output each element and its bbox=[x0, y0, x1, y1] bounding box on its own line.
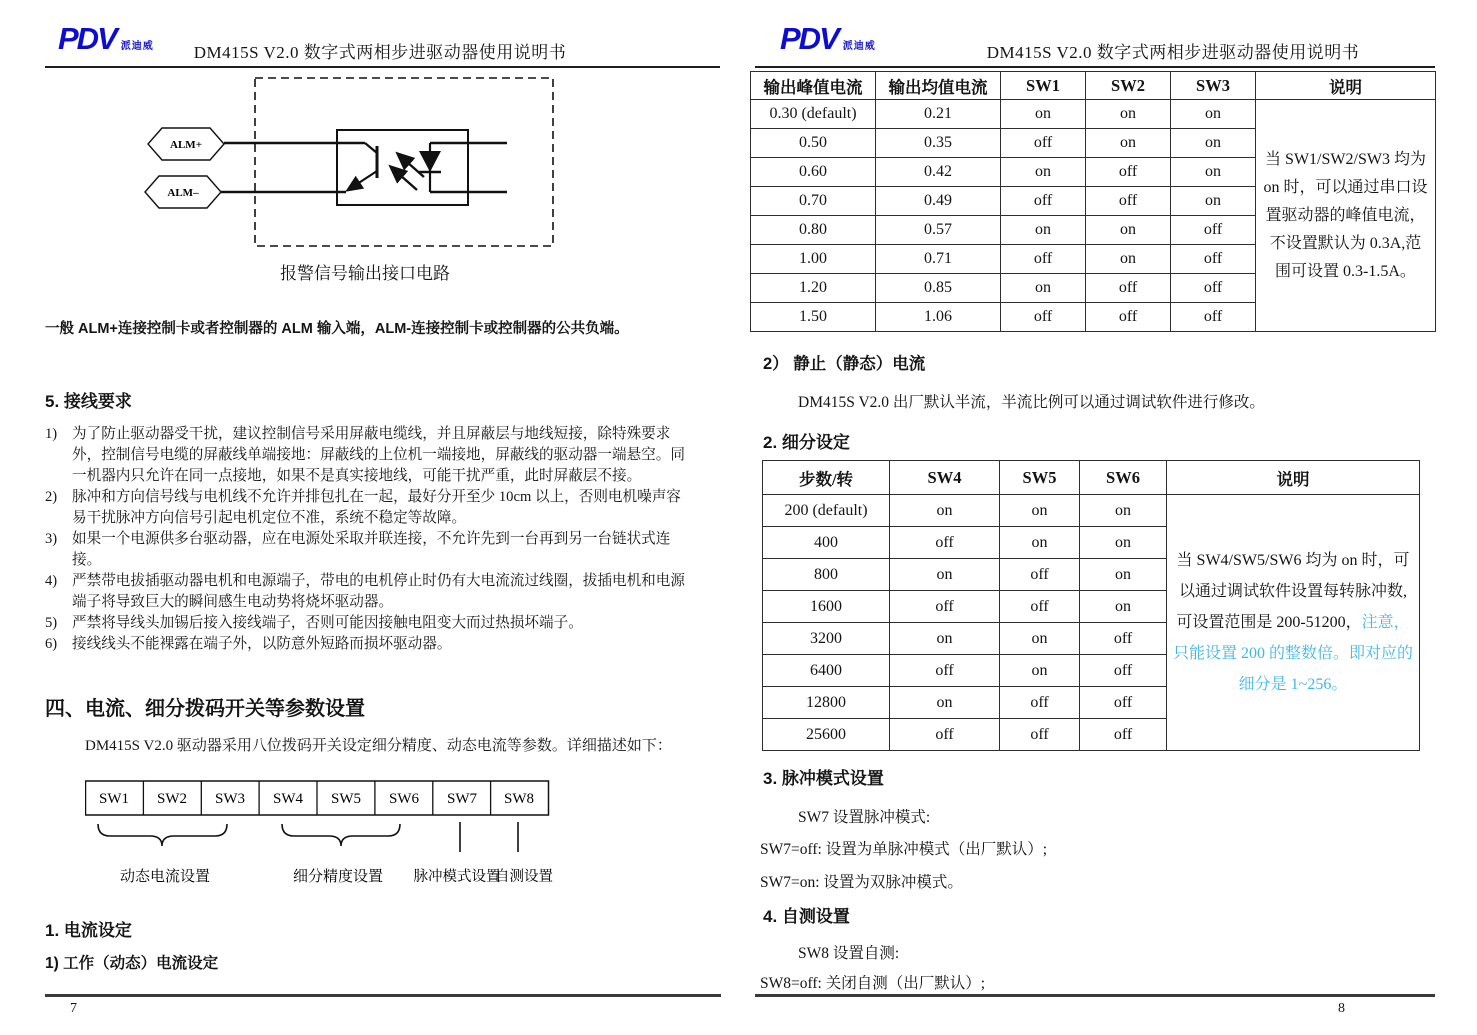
footer-rule bbox=[45, 994, 721, 997]
note-text-highlight: 注意，只能设置 200 的整数倍。即对应的细分是 1~256。 bbox=[1173, 614, 1414, 693]
table-cell: 0.50 bbox=[751, 129, 876, 158]
item-text: 严禁将导线头加锡后接入接线端子，否则可能因接触电阻变大而过热损坏端子。 bbox=[72, 615, 583, 631]
note-text: 当 SW4/SW5/SW6 均为 on 时，可以通过调试软件设置每转脉冲数,可设置范围是 200-51200， bbox=[1176, 552, 1410, 631]
page-number: 8 bbox=[1338, 1001, 1345, 1016]
pulse-mode-line3: SW7=on: 设置为双脉冲模式。 bbox=[760, 874, 963, 891]
alm-minus-label: ALM– bbox=[167, 187, 199, 199]
requirement-item bbox=[45, 634, 695, 655]
page-number: 7 bbox=[70, 1001, 77, 1016]
table-cell: 0.71 bbox=[876, 245, 1001, 274]
table-cell: 6400 bbox=[763, 655, 890, 687]
table-cell: off bbox=[1080, 623, 1167, 655]
alm-connection-note: 一般 ALM+连接控制卡或者控制器的 ALM 输入端，ALM-连接控制卡或控制器的公共负端。 bbox=[45, 321, 629, 337]
table-cell: 25600 bbox=[763, 719, 890, 751]
table-cell: 0.35 bbox=[876, 129, 1001, 158]
static-current-title: 2） 静止（静态）电流 bbox=[763, 355, 926, 373]
table-cell: on bbox=[1171, 100, 1256, 129]
table-cell: off bbox=[1000, 687, 1080, 719]
dip-cell-sw4: SW4 bbox=[273, 791, 303, 807]
microstep-table bbox=[762, 460, 1420, 751]
table-cell: 0.30 (default) bbox=[751, 100, 876, 129]
footer-rule bbox=[755, 994, 1435, 997]
item-marker: 6) bbox=[45, 636, 58, 652]
pulse-mode-line2: SW7=off: 设置为单脉冲模式（出厂默认）; bbox=[760, 841, 1048, 858]
table-cell: off bbox=[1171, 274, 1256, 303]
dip-switch-diagram bbox=[85, 772, 565, 894]
column-header: 输出均值电流 bbox=[876, 72, 1001, 100]
table-row bbox=[751, 100, 1436, 129]
page-header-title: DM415S V2.0 数字式两相步进驱动器使用说明书 bbox=[986, 43, 1360, 62]
table-cell: on bbox=[890, 687, 1000, 719]
table-cell: on bbox=[1086, 100, 1171, 129]
column-header: SW5 bbox=[1000, 461, 1080, 495]
table-cell: on bbox=[1000, 623, 1080, 655]
table-cell: 0.21 bbox=[876, 100, 1001, 129]
table-cell: on bbox=[890, 559, 1000, 591]
table-cell: off bbox=[1171, 216, 1256, 245]
self-test-line2: SW8=off: 关闭自测（出厂默认）; bbox=[760, 975, 986, 992]
group-label-microstep: 细分精度设置 bbox=[292, 869, 384, 885]
table-cell: on bbox=[890, 495, 1000, 527]
optocoupler-box bbox=[337, 130, 468, 205]
group-label-dynamic-current: 动态电流设置 bbox=[119, 869, 211, 885]
group-label-self-test: 自测设置 bbox=[495, 869, 553, 885]
page-8 bbox=[738, 0, 1477, 1035]
table-cell: 1.00 bbox=[751, 245, 876, 274]
table-cell: on bbox=[1001, 216, 1086, 245]
table-cell: 1.50 bbox=[751, 303, 876, 332]
pdv-logo-text: PDV bbox=[780, 21, 838, 56]
table-cell: off bbox=[890, 655, 1000, 687]
table-cell: on bbox=[1080, 495, 1167, 527]
page-7 bbox=[0, 0, 738, 1035]
pdv-logo-subtext: 派迪威 bbox=[842, 41, 876, 52]
dip-cell-sw8: SW8 bbox=[504, 791, 534, 807]
pulse-mode-title: 3. 脉冲模式设置 bbox=[763, 769, 884, 788]
column-header: SW4 bbox=[890, 461, 1000, 495]
table-cell: 3200 bbox=[763, 623, 890, 655]
item-text: 为了防止驱动器受干扰，建议控制信号采用屏蔽电缆线，并且屏蔽层与地线短接，除特殊要求外，控制信号电缆的屏蔽线单端接地：屏蔽线的上位机一端接地，屏蔽线的驱动器一端悬空。同一机器内只允许在同一点接地，如果不是真实接地线，可能干扰严重，此时屏蔽层不接。 bbox=[72, 426, 685, 484]
alarm-circuit-diagram bbox=[140, 74, 560, 254]
table-cell: on bbox=[1080, 591, 1167, 623]
table-cell: on bbox=[1001, 274, 1086, 303]
table-cell: 200 (default) bbox=[763, 495, 890, 527]
item-marker: 4) bbox=[45, 573, 58, 589]
table-cell: 400 bbox=[763, 527, 890, 559]
table-cell: on bbox=[1086, 129, 1171, 158]
table-cell: off bbox=[1001, 129, 1086, 158]
table-cell: 0.49 bbox=[876, 187, 1001, 216]
column-header: SW1 bbox=[1001, 72, 1086, 100]
table-cell: 0.57 bbox=[876, 216, 1001, 245]
table-cell: off bbox=[1171, 303, 1256, 332]
column-header: 步数/转 bbox=[763, 461, 890, 495]
table-cell: off bbox=[1001, 303, 1086, 332]
table-cell: on bbox=[1000, 527, 1080, 559]
header-rule bbox=[755, 66, 1435, 68]
dip-cell-sw2: SW2 bbox=[157, 791, 187, 807]
item-marker: 3) bbox=[45, 531, 58, 547]
dip-cell-sw6: SW6 bbox=[389, 791, 419, 807]
brace-current-group bbox=[98, 824, 227, 846]
self-test-line1: SW8 设置自测: bbox=[798, 945, 900, 962]
table-cell: 1600 bbox=[763, 591, 890, 623]
page-header-title: DM415S V2.0 数字式两相步进驱动器使用说明书 bbox=[193, 43, 567, 62]
table-cell: 0.80 bbox=[751, 216, 876, 245]
table-cell: 0.85 bbox=[876, 274, 1001, 303]
table-cell: on bbox=[1080, 527, 1167, 559]
table-cell: on bbox=[1080, 559, 1167, 591]
table-cell: on bbox=[1086, 245, 1171, 274]
column-header: 输出峰值电流 bbox=[751, 72, 876, 100]
table-cell: off bbox=[890, 719, 1000, 751]
sub1-1-title: 1) 工作（动态）电流设定 bbox=[45, 955, 219, 972]
table-cell: off bbox=[1000, 719, 1080, 751]
table-cell: off bbox=[1001, 187, 1086, 216]
table-cell: off bbox=[1080, 655, 1167, 687]
table-cell: 1.20 bbox=[751, 274, 876, 303]
group-label-pulse-mode: 脉冲模式设置 bbox=[413, 869, 501, 885]
column-header: SW6 bbox=[1080, 461, 1167, 495]
table-cell: on bbox=[1001, 158, 1086, 187]
note-text: 当 SW1/SW2/SW3 均为 on 时，可以通过串口设置驱动器的峰值电流，不设置默认为 0.3A,范围可设置 0.3-1.5A。 bbox=[1263, 150, 1428, 280]
table-cell: 1.06 bbox=[876, 303, 1001, 332]
table-cell: off bbox=[1086, 303, 1171, 332]
pdv-logo bbox=[780, 21, 876, 56]
table-cell: on bbox=[1171, 187, 1256, 216]
item-text: 脉冲和方向信号线与电机线不允许并排包扎在一起，最好分开至少 10cm 以上，否则电机噪声容易干扰脉冲方向信号引起电机定位不准，系统不稳定等故障。 bbox=[72, 489, 681, 526]
self-test-title: 4. 自测设置 bbox=[763, 907, 850, 926]
table-cell: off bbox=[1000, 591, 1080, 623]
table-header-row bbox=[763, 461, 1420, 495]
item-marker: 2) bbox=[45, 489, 58, 505]
sub1-title: 1. 电流设定 bbox=[45, 921, 132, 940]
alm-plus-label: ALM+ bbox=[170, 139, 202, 151]
table-cell: 800 bbox=[763, 559, 890, 591]
table-note-cell bbox=[1167, 495, 1420, 751]
table-cell: off bbox=[1086, 274, 1171, 303]
item-text: 接线线头不能裸露在端子外，以防意外短路而损坏驱动器。 bbox=[72, 636, 452, 652]
microstep-section-title: 2. 细分设定 bbox=[763, 433, 850, 452]
requirement-item bbox=[45, 487, 695, 529]
table-cell: 0.60 bbox=[751, 158, 876, 187]
table-cell: on bbox=[1000, 655, 1080, 687]
dip-cell-sw1: SW1 bbox=[99, 791, 129, 807]
table-row bbox=[763, 495, 1420, 527]
brace-microstep-group bbox=[282, 824, 400, 846]
wiring-requirements-list bbox=[45, 424, 695, 655]
table-cell: off bbox=[1086, 158, 1171, 187]
section-4-title: 四、电流、细分拨码开关等参数设置 bbox=[45, 698, 365, 720]
table-cell: off bbox=[890, 527, 1000, 559]
table-cell: off bbox=[1171, 245, 1256, 274]
table-cell: off bbox=[890, 591, 1000, 623]
table-cell: on bbox=[1171, 129, 1256, 158]
dip-cell-sw5: SW5 bbox=[331, 791, 361, 807]
column-header: SW3 bbox=[1171, 72, 1256, 100]
table-cell: on bbox=[1001, 100, 1086, 129]
pdv-logo-subtext: 派迪威 bbox=[120, 41, 154, 52]
section-5-title: 5. 接线要求 bbox=[45, 392, 132, 411]
requirement-item bbox=[45, 424, 695, 487]
requirement-item bbox=[45, 529, 695, 571]
requirement-item bbox=[45, 613, 695, 634]
table-cell: on bbox=[1086, 216, 1171, 245]
header-rule bbox=[45, 66, 720, 68]
table-cell: 0.70 bbox=[751, 187, 876, 216]
dip-cell-sw7: SW7 bbox=[447, 791, 477, 807]
table-cell: on bbox=[890, 623, 1000, 655]
table-cell: off bbox=[1080, 719, 1167, 751]
peak-current-table bbox=[750, 71, 1436, 332]
column-header: 说明 bbox=[1167, 461, 1420, 495]
column-header: SW2 bbox=[1086, 72, 1171, 100]
column-header: 说明 bbox=[1256, 72, 1436, 100]
table-cell: 12800 bbox=[763, 687, 890, 719]
item-text: 严禁带电拔插驱动器电机和电源端子，带电的电机停止时仍有大电流流过线圈，拔插电机和电源端子将导致巨大的瞬间感生电动势将烧坏驱动器。 bbox=[72, 573, 685, 610]
table-cell: on bbox=[1171, 158, 1256, 187]
table-cell: on bbox=[1000, 495, 1080, 527]
table-note-cell bbox=[1256, 100, 1436, 332]
table-cell: off bbox=[1000, 559, 1080, 591]
section-4-intro: DM415S V2.0 驱动器采用八位拨码开关设定细分精度、动态电流等参数。详细描述如下： bbox=[85, 738, 672, 754]
item-marker: 1) bbox=[45, 426, 58, 442]
circuit-caption: 报警信号输出接口电路 bbox=[280, 264, 450, 283]
table-cell: off bbox=[1080, 687, 1167, 719]
table-cell: 0.42 bbox=[876, 158, 1001, 187]
table-cell: off bbox=[1086, 187, 1171, 216]
item-marker: 5) bbox=[45, 615, 58, 631]
table-header-row bbox=[751, 72, 1436, 100]
table-cell: off bbox=[1001, 245, 1086, 274]
pdv-logo-text: PDV bbox=[58, 21, 116, 56]
pulse-mode-line1: SW7 设置脉冲模式: bbox=[798, 809, 931, 826]
requirement-item bbox=[45, 571, 695, 613]
item-text: 如果一个电源供多台驱动器，应在电源处采取并联连接，不允许先到一台再到另一台链状式连接。 bbox=[72, 531, 671, 568]
dip-cell-sw3: SW3 bbox=[215, 791, 245, 807]
static-current-body: DM415S V2.0 出厂默认半流，半流比例可以通过调试软件进行修改。 bbox=[798, 394, 1265, 411]
